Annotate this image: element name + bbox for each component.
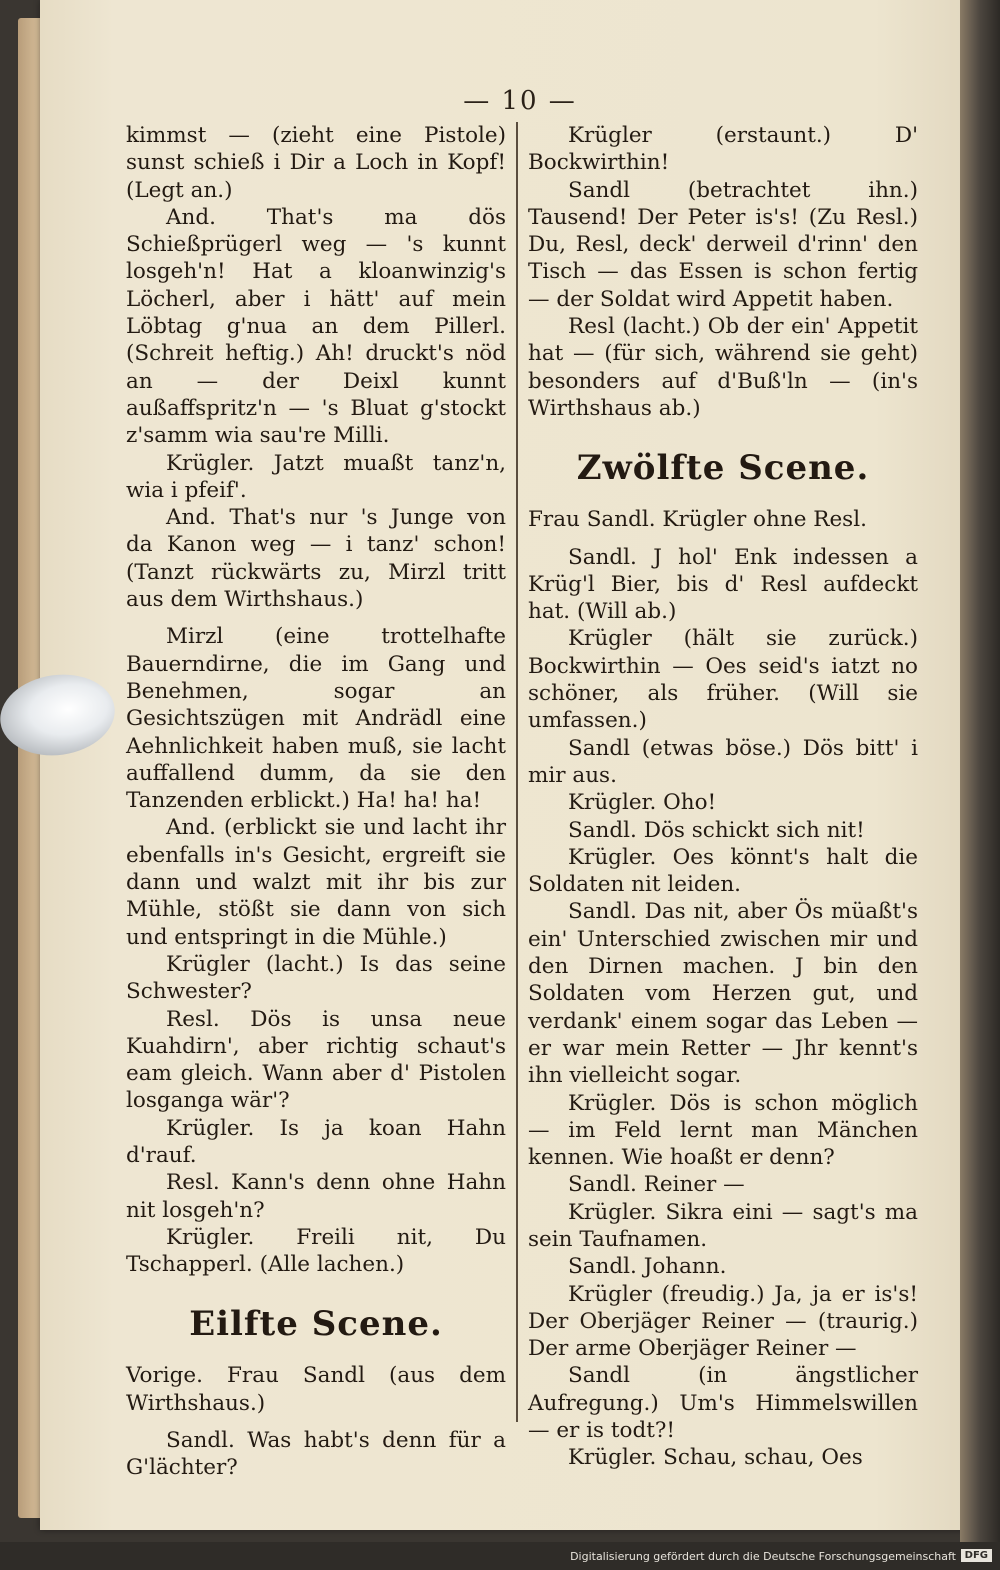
paragraph: Sandl (betrachtet ihn.) Tausend! Der Peter is's! (Zu Resl.) Du, Resl, deck' derweil d'rinn' den Tisch — das Essen is schon fertig — der Soldat wird Appetit haben. bbox=[528, 177, 918, 312]
paragraph: Sandl (in ängstlicher Aufregung.) Um's Himmelswillen — er is todt?! bbox=[528, 1363, 918, 1444]
paragraph: Sandl (etwas böse.) Dös bitt' i mir aus. bbox=[528, 735, 918, 788]
paragraph: Krügler (freudig.) Ja, ja er is's! Der Oberjäger Reiner — (traurig.) Der arme Oberjäger Reiner — bbox=[528, 1281, 918, 1362]
paragraph: Krügler. Freili nit, Du Tschapperl. (Alle lachen.) bbox=[126, 1224, 506, 1278]
paragraph: Sandl. Reiner — bbox=[568, 1172, 745, 1198]
scene-heading: Eilfte Scene. bbox=[189, 1304, 443, 1345]
paragraph: And. That's ma dös Schießprügerl weg — 's kunnt losgeh'n! Hat a kloanwinzig's Löcherl, aber i hätt' auf mein Löbtag g'nua an dem Pillerl. (Schreit heftig.) Ah! druckt's nöd an — der Deixl kunnt außaffspritz'n — 's Bluat g'stockt z'samm wia sau're Milli. bbox=[126, 204, 506, 449]
paragraph: Krügler (erstaunt.) D' Bockwirthin! bbox=[528, 123, 918, 176]
paragraph: Krügler (lacht.) Is das seine Schwester? bbox=[126, 951, 506, 1005]
paragraph: Sandl. Das nit, aber Ös müaßt's ein' Unterschied zwischen mir und den Dirnen machen. J bin den Soldaten vom Herzen gut, und verdank' einem sogar das Leben — er war mein Retter — Jhr kennt's ihn vielleicht sogar. bbox=[528, 899, 918, 1089]
scene-heading: Zwölfte Scene. bbox=[576, 448, 870, 489]
paragraph: Mirzl (eine trottelhafte Bauerndirne, die im Gang und Benehmen, sogar an Gesichtszügen mit Andrädl eine Aehnlichkeit haben muß, sie lacht auffallend dumm, da sie den Tanzenden erblickt.) Ha! ha! ha! bbox=[126, 624, 506, 814]
page-number: — 10 — bbox=[463, 86, 577, 116]
paragraph: And. That's nur 's Junge von da Kanon weg — i tanz' schon! (Tanzt rückwärts zu, Mirzl tritt aus dem Wirthshaus.) bbox=[126, 505, 506, 613]
paragraph: kimmst — (zieht eine Pistole) sunst schieß i Dir a Loch in Kopf! (Legt an.) bbox=[126, 123, 506, 203]
paragraph: And. (erblickt sie und lacht ihr ebenfalls in's Gesicht, ergreift sie dann und walzt mit ihr bis zur Mühle, stößt sie dann von sich und entspringt in die Mühle.) bbox=[126, 815, 506, 950]
cast-list: Frau Sandl. Krügler ohne Resl. bbox=[528, 507, 867, 533]
paragraph: Krügler. Is ja koan Hahn d'rauf. bbox=[126, 1115, 506, 1168]
paragraph: Krügler. Dös is schon möglich — im Feld lernt man Mänchen kennen. Wie hoaßt er denn? bbox=[528, 1090, 918, 1171]
paragraph: Krügler. Sikra eini — sagt's ma sein Taufnamen. bbox=[528, 1199, 918, 1252]
page-gutter-shadow bbox=[960, 0, 1000, 1570]
paragraph: Sandl. Dös schickt sich nit! bbox=[568, 817, 865, 843]
paragraph: Resl. Kann's denn ohne Hahn nit losgeh'n? bbox=[126, 1170, 506, 1223]
cast-list: Vorige. Frau Sandl (aus dem Wirthshaus.) bbox=[126, 1363, 506, 1416]
paragraph: Krügler. Oes könnt's halt die Soldaten nit leiden. bbox=[528, 844, 918, 898]
paragraph: Resl (lacht.) Ob der ein' Appetit hat — (für sich, während sie geht) besonders auf d'Buß'ln — (in's Wirthshaus ab.) bbox=[528, 314, 918, 421]
paragraph: Krügler. Schau, schau, Oes bbox=[568, 1445, 863, 1471]
paragraph: Sandl. Was habt's denn für a G'lächter? bbox=[126, 1428, 506, 1481]
paragraph: Sandl. Johann. bbox=[568, 1254, 727, 1280]
left-column bbox=[126, 122, 506, 1482]
column-divider bbox=[516, 122, 518, 1422]
paragraph: Resl. Dös is unsa neue Kuahdirn', aber richtig schaut's eam gleich. Wann aber d' Pistolen losganga wär'? bbox=[126, 1006, 506, 1114]
paragraph: Krügler (hält sie zurück.) Bockwirthin — Oes seid's iatzt no schöner, als früher. (Will sie umfassen.) bbox=[528, 626, 918, 734]
spacer bbox=[126, 613, 506, 623]
spacer bbox=[528, 534, 918, 544]
paragraph: Krügler. Oho! bbox=[568, 790, 717, 816]
dfg-logo-badge: DFG bbox=[961, 1549, 992, 1562]
paragraph: Sandl. J hol' Enk indessen a Krüg'l Bier, bis d' Resl aufdeckt hat. (Will ab.) bbox=[528, 544, 918, 625]
funding-credit: Digitalisierung gefördert durch die Deutsche Forschungsgemeinschaft bbox=[570, 1550, 956, 1563]
spacer bbox=[126, 1417, 506, 1427]
right-column bbox=[528, 122, 918, 1472]
paragraph: Krügler. Jatzt muaßt tanz'n, wia i pfeif'. bbox=[126, 450, 506, 503]
